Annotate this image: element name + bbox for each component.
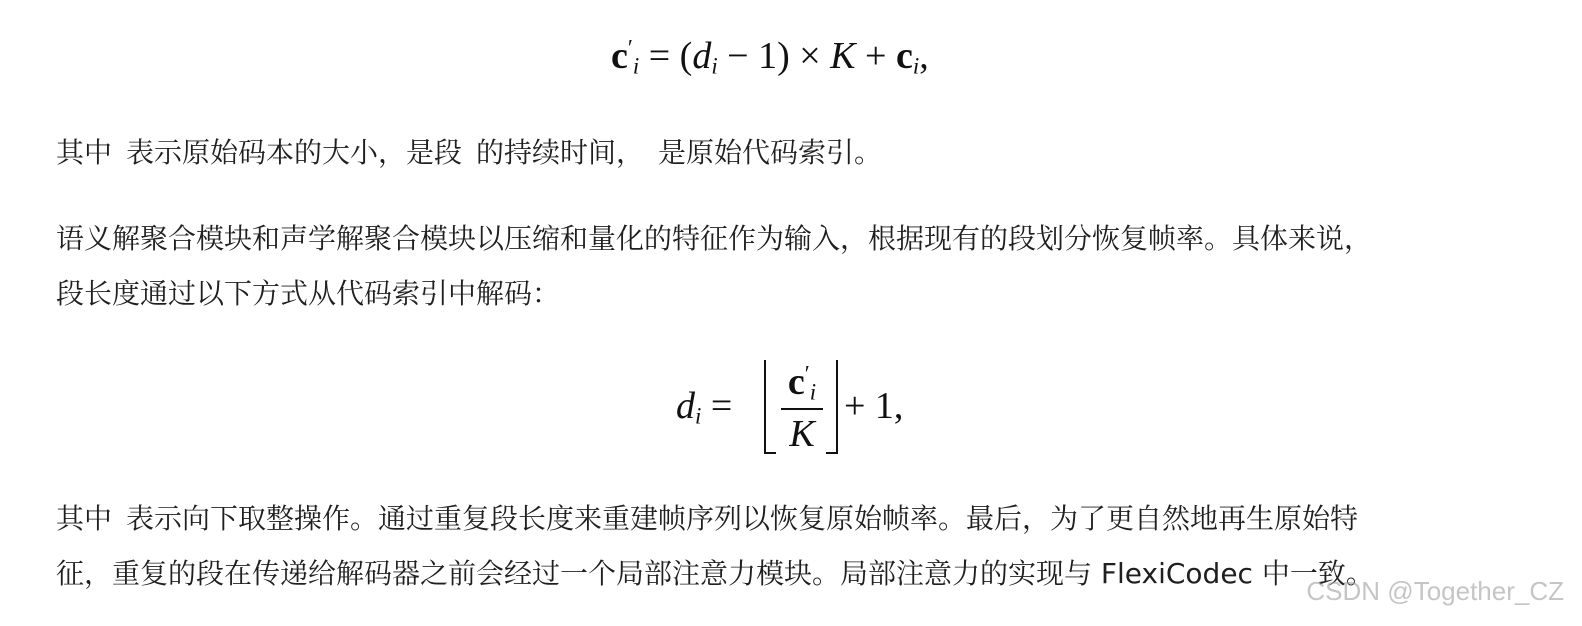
subscript-i: i <box>711 53 718 79</box>
bold-c-symbol: c <box>787 361 805 403</box>
equation-code-index <box>611 34 929 80</box>
equation-rhs: + 1, <box>844 385 904 427</box>
text-segment: 其中 <box>56 136 113 169</box>
paragraph-line: 语义解聚合模块和声学解聚合模块以压缩和量化的特征作为输入，根据现有的段划分恢复帧率。具体来说， <box>56 222 1373 255</box>
paragraph-variable-definitions <box>56 125 882 180</box>
floor-right-bracket <box>826 360 838 454</box>
watermark: CSDN @Together_CZ <box>1306 576 1564 606</box>
text-segment: 表示向下取整操作。通过重复段长度来重建帧序列以恢复原始帧率。最后，为了更自然地再生原始特 <box>126 502 1359 535</box>
equals-sign: = <box>701 385 733 427</box>
floor-brackets <box>764 360 838 455</box>
equation-lhs <box>676 384 732 430</box>
text-segment: 其中 <box>56 502 113 535</box>
subscript-i: i <box>809 379 817 405</box>
k-symbol: K <box>830 35 856 77</box>
math-operator: − 1) × <box>717 35 831 77</box>
text-segment: 是原始代码索引。 <box>658 136 883 169</box>
prime-symbol: ′ <box>804 361 810 387</box>
paragraph-line: 征，重复的段在传递给解码器之前会经过一个局部注意力模块。局部注意力的实现与 FlexiCodec 中一致。 <box>56 557 1374 590</box>
bold-c-symbol: c <box>895 35 913 77</box>
d-symbol: d <box>692 35 712 77</box>
bold-c-symbol: c <box>611 35 628 77</box>
text-segment: 的持续时间， <box>476 136 645 169</box>
paragraph-line <box>56 491 1374 546</box>
floor-left-bracket <box>764 360 776 454</box>
paragraph-floor-operation <box>56 491 1374 601</box>
fraction-bar <box>781 408 823 410</box>
subscript-i: i <box>695 403 702 429</box>
paragraph-deaggregation <box>56 211 1372 321</box>
fraction-denominator: K <box>789 413 815 455</box>
prime-symbol: ′ <box>627 35 633 61</box>
text-segment: 表示原始码本的大小，是段 <box>126 136 463 169</box>
subscript-i: i <box>912 53 920 79</box>
subscript-i: i <box>632 53 640 79</box>
paragraph-line: 段长度通过以下方式从代码索引中解码： <box>56 277 561 310</box>
math-comma: , <box>919 35 929 77</box>
d-symbol: d <box>676 385 695 427</box>
math-operator: = ( <box>639 35 693 77</box>
math-operator: + <box>855 35 896 77</box>
fraction-numerator <box>784 360 820 406</box>
